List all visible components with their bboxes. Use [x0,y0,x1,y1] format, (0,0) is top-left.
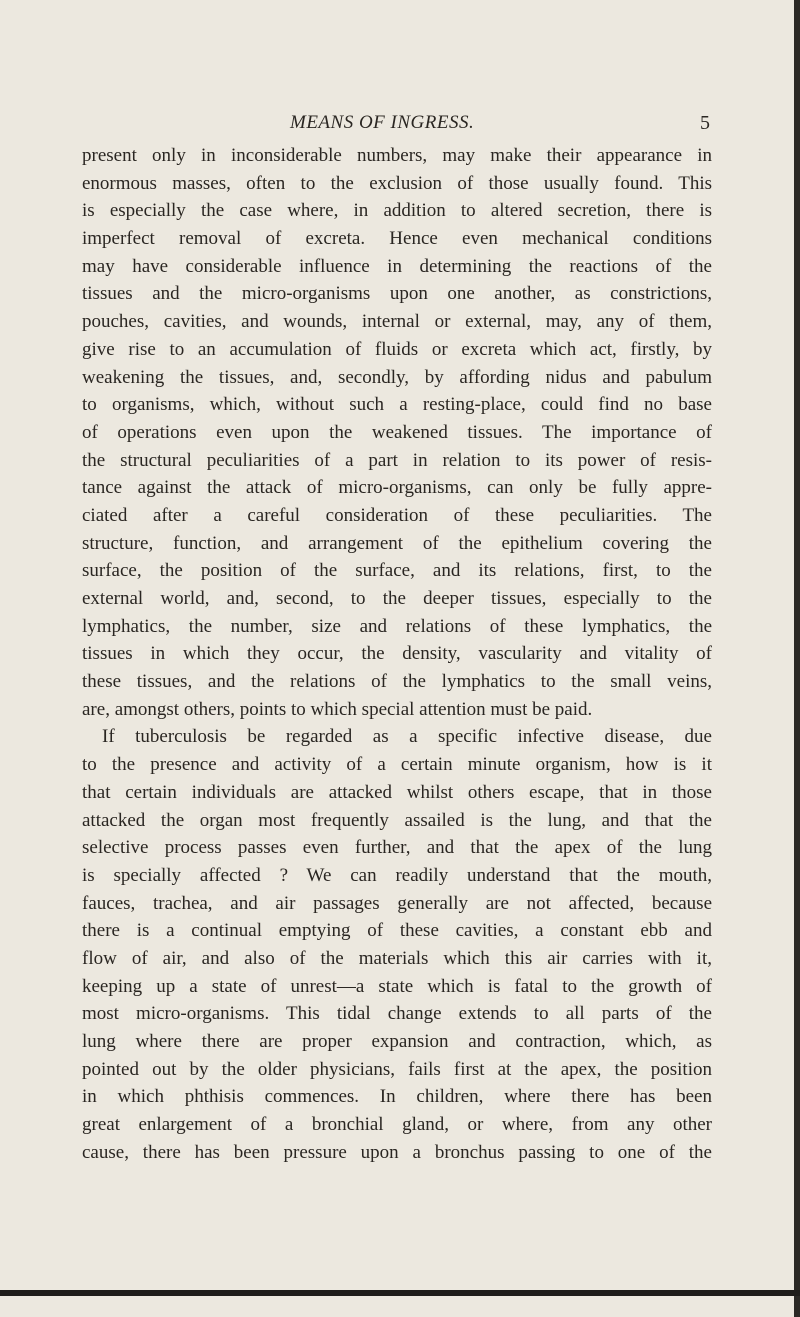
paragraph-start-line: If tuberculosis be regarded as a specific infective disease, due [102,726,712,748]
text-line: in which phthisis commences. In children, where there has been [82,1086,712,1108]
text-line: selective process passes even further, and that the apex of the lung [82,837,712,859]
text-line: to organisms, which, without such a resting-place, could find no base [82,394,712,416]
text-line: tissues in which they occur, the density, vascularity and vitality of [82,643,712,665]
text-line: ciated after a careful consideration of these peculiarities. The [82,504,712,526]
text-line: external world, and, second, to the deeper tissues, especially to the [82,588,712,609]
text-line: to the presence and activity of a certain minute organism, how is it [82,754,712,776]
text-line: tance against the attack of micro-organisms, can only be fully appre- [82,477,712,499]
text-line: enormous masses, often to the exclusion of those usually found. This [82,172,712,194]
text-line: keeping up a state of unrest—a state which is fatal to the growth of [82,975,712,997]
text-line: the structural peculiarities of a part in relation to its power of resis- [82,449,712,471]
text-line: is specially affected ? We can readily understand that the mouth, [82,864,712,886]
text-line: imperfect removal of excreta. Hence even mechanical conditions [82,228,712,250]
text-line: most micro-organisms. This tidal change extends to all parts of the [82,1003,712,1025]
text-line: are, amongst others, points to which special attention must be paid. [82,698,593,720]
text-line: present only in inconsiderable numbers, may make their appearance in [82,145,712,166]
text-line: cause, there has been pressure upon a bronchus passing to one of the [82,1141,712,1163]
text-line: these tissues, and the relations of the lymphatics to the small veins, [82,671,712,693]
running-head: MEANS OF INGRESS. [290,112,475,133]
body-text [82,142,712,1166]
text-line: pointed out by the older physicians, fails first at the apex, the position [82,1058,712,1080]
text-line: fauces, trachea, and air passages generally are not affected, because [82,892,712,914]
page-number: 5 [700,112,710,134]
text-line: may have considerable influence in determining the reactions of the [82,255,712,277]
text-line: structure, function, and arrangement of the epithelium covering the [82,532,712,554]
text-line: pouches, cavities, and wounds, internal or external, may, any of them, [82,311,712,333]
text-line: great enlargement of a bronchial gland, or where, from any other [82,1114,712,1136]
text-line: there is a continual emptying of these cavities, a constant ebb and [82,920,712,942]
text-line: surface, the position of the surface, and its relations, first, to the [82,560,712,582]
text-line: lung where there are proper expansion and contraction, which, as [82,1031,712,1052]
scan-bottom-rule [0,1290,800,1296]
text-line: is especially the case where, in addition to altered secretion, there is [82,200,712,222]
text-line: that certain individuals are attacked whilst others escape, that in those [82,781,712,803]
text-line: weakening the tissues, and, secondly, by affording nidus and pabulum [82,366,712,388]
text-line: of operations even upon the weakened tissues. The importance of [82,421,712,443]
text-line: tissues and the micro-organisms upon one another, as constrictions, [82,283,712,305]
page-edge-shadow [794,0,800,1317]
text-line: give rise to an accumulation of fluids or excreta which act, firstly, by [82,338,712,360]
text-line: attacked the organ most frequently assailed is the lung, and that the [82,809,712,831]
page-header [0,112,794,138]
text-line: flow of air, and also of the materials which this air carries with it, [82,947,712,969]
text-line: lymphatics, the number, size and relations of these lymphatics, the [82,615,712,637]
